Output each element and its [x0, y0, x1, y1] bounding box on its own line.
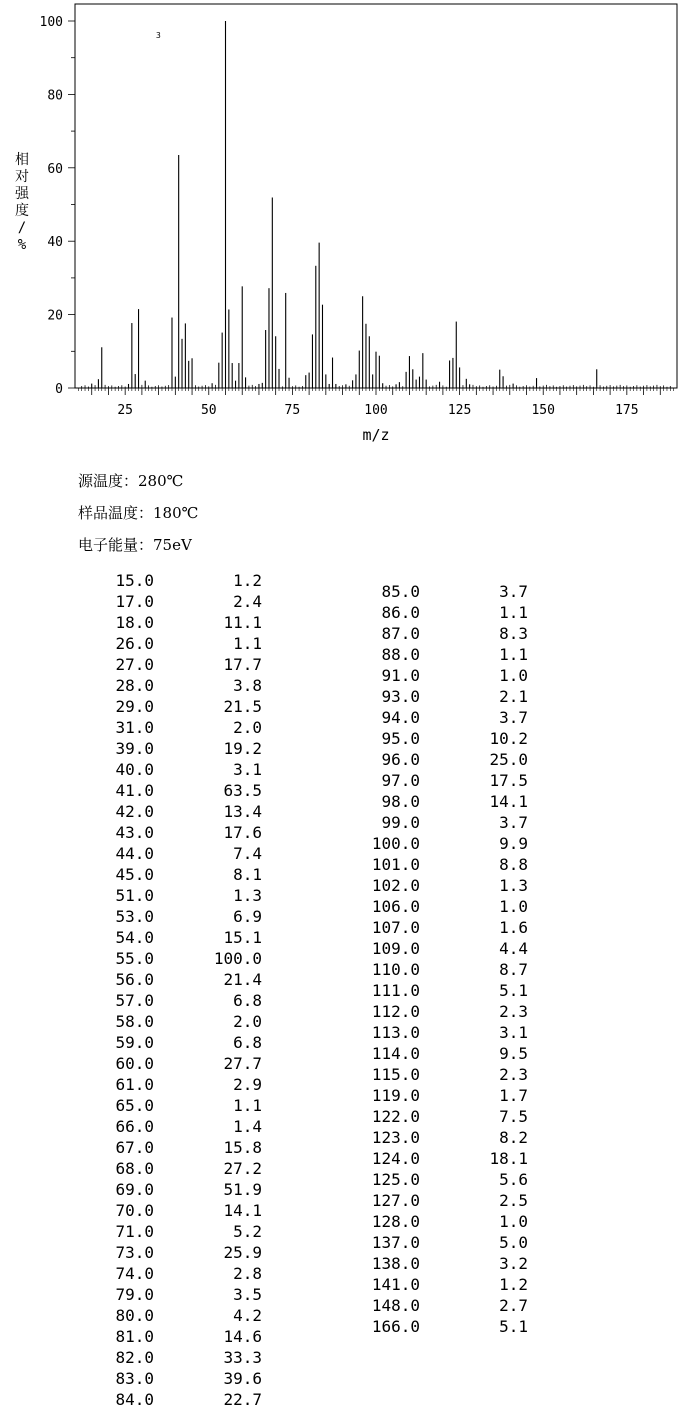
relative-intensity-value: 51.9: [223, 1180, 262, 1199]
plot-frame: [75, 4, 677, 388]
relative-intensity-value: 1.3: [233, 886, 262, 905]
y-axis-label-char: 对: [15, 169, 29, 185]
mz-value: 102.0: [371, 876, 420, 895]
relative-intensity-value: 5.2: [233, 1222, 262, 1241]
peak-table-left: [100, 571, 262, 1411]
relative-intensity-value: 1.1: [499, 603, 528, 622]
peak-table-row: [100, 592, 262, 613]
mz-value: 80.0: [115, 1306, 154, 1325]
mz-value: 101.0: [371, 855, 420, 874]
peak-table-row: [100, 1369, 262, 1390]
relative-intensity-value: 3.7: [499, 708, 528, 727]
mz-value: 71.0: [115, 1222, 154, 1241]
peak-table-row: [360, 1107, 528, 1128]
relative-intensity-value: 13.4: [223, 802, 262, 821]
peak-table-row: [360, 771, 528, 792]
relative-intensity-value: 9.5: [499, 1044, 528, 1063]
peak-table-row: [360, 981, 528, 1002]
mz-value: 43.0: [115, 823, 154, 842]
mz-value: 17.0: [115, 592, 154, 611]
x-tick-label: 100: [364, 403, 388, 418]
mz-value: 15.0: [115, 571, 154, 590]
mz-value: 74.0: [115, 1264, 154, 1283]
mz-value: 55.0: [115, 949, 154, 968]
mz-value: 26.0: [115, 634, 154, 653]
peak-table-row: [100, 802, 262, 823]
peak-table-row: [360, 1170, 528, 1191]
peak-table-row: [100, 907, 262, 928]
relative-intensity-value: 1.7: [499, 1086, 528, 1105]
mz-value: 124.0: [371, 1149, 420, 1168]
relative-intensity-value: 21.5: [223, 697, 262, 716]
mz-value: 98.0: [381, 792, 420, 811]
peak-marker: 3: [156, 31, 161, 40]
mz-value: 138.0: [371, 1254, 420, 1273]
peak-table-row: [360, 1023, 528, 1044]
x-tick-label: 50: [200, 403, 217, 418]
peak-table-row: [360, 603, 528, 624]
relative-intensity-value: 8.3: [499, 624, 528, 643]
mz-value: 86.0: [381, 603, 420, 622]
mz-value: 41.0: [115, 781, 154, 800]
relative-intensity-value: 3.7: [499, 582, 528, 601]
relative-intensity-value: 7.5: [499, 1107, 528, 1126]
mz-value: 96.0: [381, 750, 420, 769]
peak-table-row: [100, 886, 262, 907]
mz-value: 56.0: [115, 970, 154, 989]
peak-table-row: [360, 876, 528, 897]
peak-table-row: [100, 928, 262, 949]
relative-intensity-value: 2.8: [233, 1264, 262, 1283]
y-axis-label-char: 度: [15, 203, 29, 219]
peak-table-row: [360, 1296, 528, 1317]
relative-intensity-value: 11.1: [223, 613, 262, 632]
mz-value: 166.0: [371, 1317, 420, 1336]
relative-intensity-value: 1.1: [499, 645, 528, 664]
mz-value: 70.0: [115, 1201, 154, 1220]
relative-intensity-value: 1.4: [233, 1117, 262, 1136]
relative-intensity-value: 2.9: [233, 1075, 262, 1094]
electron-energy: [78, 534, 192, 555]
mz-value: 112.0: [371, 1002, 420, 1021]
peak-table-row: [100, 1306, 262, 1327]
relative-intensity-value: 5.1: [499, 981, 528, 1000]
relative-intensity-value: 2.1: [499, 687, 528, 706]
peak-table-row: [360, 1149, 528, 1170]
peak-table-row: [100, 1159, 262, 1180]
relative-intensity-value: 1.1: [233, 634, 262, 653]
peak-table-row: [360, 834, 528, 855]
relative-intensity-value: 19.2: [223, 739, 262, 758]
relative-intensity-value: 39.6: [223, 1369, 262, 1388]
relative-intensity-value: 14.1: [223, 1201, 262, 1220]
mz-value: 94.0: [381, 708, 420, 727]
mz-value: 31.0: [115, 718, 154, 737]
mz-value: 122.0: [371, 1107, 420, 1126]
mz-value: 84.0: [115, 1390, 154, 1409]
relative-intensity-value: 5.0: [499, 1233, 528, 1252]
relative-intensity-value: 3.2: [499, 1254, 528, 1273]
mz-value: 45.0: [115, 865, 154, 884]
peak-table-row: [100, 1138, 262, 1159]
peak-table-row: [100, 1201, 262, 1222]
peak-table-row: [360, 582, 528, 603]
peak-table-row: [360, 1086, 528, 1107]
peak-table-row: [360, 1044, 528, 1065]
peak-table-row: [100, 844, 262, 865]
mz-value: 81.0: [115, 1327, 154, 1346]
y-axis-ticks: [40, 15, 75, 397]
mz-value: 39.0: [115, 739, 154, 758]
sample-temperature-label: 样品温度：: [78, 504, 154, 522]
relative-intensity-value: 27.7: [223, 1054, 262, 1073]
peak-table-row: [360, 960, 528, 981]
peak-table-row: [100, 676, 262, 697]
mz-value: 42.0: [115, 802, 154, 821]
peak-table-row: [100, 739, 262, 760]
relative-intensity-value: 6.8: [233, 1033, 262, 1052]
mz-value: 18.0: [115, 613, 154, 632]
relative-intensity-value: 25.9: [223, 1243, 262, 1262]
relative-intensity-value: 10.2: [489, 729, 528, 748]
peak-table-row: [100, 1054, 262, 1075]
x-axis-label: m/z: [362, 426, 390, 444]
relative-intensity-value: 2.5: [499, 1191, 528, 1210]
mz-value: 97.0: [381, 771, 420, 790]
peak-table-row: [360, 1317, 528, 1338]
peak-table-row: [360, 1212, 528, 1233]
peak-table-row: [360, 666, 528, 687]
peak-table-row: [100, 970, 262, 991]
peak-table-row: [360, 750, 528, 771]
mz-value: 125.0: [371, 1170, 420, 1189]
peak-table-row: [360, 918, 528, 939]
peak-table-row: [360, 645, 528, 666]
y-tick-label: 80: [47, 88, 63, 104]
peak-table-row: [100, 991, 262, 1012]
peak-table-row: [100, 1096, 262, 1117]
peak-table-row: [360, 624, 528, 645]
mz-value: 111.0: [371, 981, 420, 1000]
mz-value: 54.0: [115, 928, 154, 947]
peak-table-row: [100, 781, 262, 802]
mz-value: 119.0: [371, 1086, 420, 1105]
peak-table-row: [360, 1128, 528, 1149]
mz-value: 67.0: [115, 1138, 154, 1157]
mz-value: 44.0: [115, 844, 154, 863]
relative-intensity-value: 3.7: [499, 813, 528, 832]
x-tick-label: 75: [284, 403, 301, 418]
y-axis-label-char: %: [17, 237, 27, 253]
relative-intensity-value: 22.7: [223, 1390, 262, 1409]
relative-intensity-value: 33.3: [223, 1348, 262, 1367]
mz-value: 95.0: [381, 729, 420, 748]
peak-table-row: [360, 1002, 528, 1023]
peak-table-row: [100, 865, 262, 886]
mz-value: 40.0: [115, 760, 154, 779]
mz-value: 68.0: [115, 1159, 154, 1178]
relative-intensity-value: 17.5: [489, 771, 528, 790]
peak-table-row: [100, 823, 262, 844]
peak-table-row: [360, 1191, 528, 1212]
peak-table-row: [100, 1222, 262, 1243]
mz-value: 115.0: [371, 1065, 420, 1084]
relative-intensity-value: 1.6: [499, 918, 528, 937]
mz-value: 127.0: [371, 1191, 420, 1210]
x-tick-label: 125: [447, 403, 472, 418]
peak-table-row: [100, 1285, 262, 1306]
relative-intensity-value: 2.3: [499, 1065, 528, 1084]
relative-intensity-value: 1.1: [233, 1096, 262, 1115]
relative-intensity-value: 5.6: [499, 1170, 528, 1189]
y-tick-label: 20: [47, 308, 63, 324]
mz-value: 69.0: [115, 1180, 154, 1199]
mz-value: 29.0: [115, 697, 154, 716]
x-tick-label: 150: [531, 403, 555, 418]
peak-table-row: [100, 634, 262, 655]
relative-intensity-value: 17.6: [223, 823, 262, 842]
x-tick-label: 175: [615, 403, 639, 418]
peak-table-row: [360, 729, 528, 750]
y-tick-label: 100: [39, 15, 63, 30]
peak-table-row: [360, 708, 528, 729]
mz-value: 66.0: [115, 1117, 154, 1136]
peak-table-row: [100, 1243, 262, 1264]
mz-value: 65.0: [115, 1096, 154, 1115]
mz-value: 28.0: [115, 676, 154, 695]
relative-intensity-value: 1.2: [233, 571, 262, 590]
mz-value: 27.0: [115, 655, 154, 674]
y-tick-label: 0: [55, 382, 63, 397]
relative-intensity-value: 100.0: [213, 949, 262, 968]
peak-table-row: [100, 1075, 262, 1096]
mz-value: 83.0: [115, 1369, 154, 1388]
sample-temperature-value: 180℃: [153, 504, 199, 522]
relative-intensity-value: 63.5: [223, 781, 262, 800]
mz-value: 128.0: [371, 1212, 420, 1231]
mass-spectrum-chart: [0, 0, 680, 450]
peak-table-row: [100, 1180, 262, 1201]
relative-intensity-value: 3.5: [233, 1285, 262, 1304]
mz-value: 148.0: [371, 1296, 420, 1315]
mz-value: 82.0: [115, 1348, 154, 1367]
mz-value: 73.0: [115, 1243, 154, 1262]
relative-intensity-value: 8.1: [233, 865, 262, 884]
peak-table-row: [360, 792, 528, 813]
mz-value: 114.0: [371, 1044, 420, 1063]
mz-value: 51.0: [115, 886, 154, 905]
relative-intensity-value: 6.9: [233, 907, 262, 926]
y-axis-label-char: /: [17, 220, 27, 236]
mz-value: 110.0: [371, 960, 420, 979]
peak-table-row: [360, 1065, 528, 1086]
relative-intensity-value: 14.6: [223, 1327, 262, 1346]
y-axis-label: [15, 151, 30, 253]
relative-intensity-value: 2.4: [233, 592, 262, 611]
peak-table-row: [360, 1275, 528, 1296]
relative-intensity-value: 6.8: [233, 991, 262, 1010]
y-tick-label: 60: [47, 161, 63, 177]
mz-value: 87.0: [381, 624, 420, 643]
peak-table-row: [360, 687, 528, 708]
relative-intensity-value: 1.0: [499, 666, 528, 685]
relative-intensity-value: 8.8: [499, 855, 528, 874]
peak-table-row: [100, 1348, 262, 1369]
electron-energy-value: 75eV: [153, 536, 192, 554]
relative-intensity-value: 2.0: [233, 1012, 262, 1031]
mz-value: 88.0: [381, 645, 420, 664]
relative-intensity-value: 17.7: [223, 655, 262, 674]
mz-value: 91.0: [381, 666, 420, 685]
relative-intensity-value: 15.1: [223, 928, 262, 947]
spectrum-bars: [82, 21, 671, 388]
relative-intensity-value: 1.0: [499, 1212, 528, 1231]
relative-intensity-value: 15.8: [223, 1138, 262, 1157]
peak-table-row: [100, 1012, 262, 1033]
relative-intensity-value: 5.1: [499, 1317, 528, 1336]
mz-value: 109.0: [371, 939, 420, 958]
relative-intensity-value: 9.9: [499, 834, 528, 853]
relative-intensity-value: 8.2: [499, 1128, 528, 1147]
peak-table-row: [360, 1254, 528, 1275]
source-temperature-value: 280℃: [138, 472, 184, 490]
peak-table-row: [100, 1390, 262, 1411]
peak-table-row: [100, 718, 262, 739]
relative-intensity-value: 2.3: [499, 1002, 528, 1021]
mz-value: 113.0: [371, 1023, 420, 1042]
relative-intensity-value: 3.1: [233, 760, 262, 779]
relative-intensity-value: 4.4: [499, 939, 528, 958]
relative-intensity-value: 1.0: [499, 897, 528, 916]
peak-table-right: [360, 582, 528, 1338]
mz-value: 107.0: [371, 918, 420, 937]
x-tick-label: 25: [117, 403, 133, 418]
mz-value: 106.0: [371, 897, 420, 916]
y-axis-label-char: 相: [15, 152, 29, 168]
peak-table-row: [100, 655, 262, 676]
mz-value: 85.0: [381, 582, 420, 601]
relative-intensity-value: 27.2: [223, 1159, 262, 1178]
mz-value: 59.0: [115, 1033, 154, 1052]
sample-temperature: [78, 502, 198, 523]
source-temperature: [78, 470, 183, 491]
mz-value: 99.0: [381, 813, 420, 832]
relative-intensity-value: 3.8: [233, 676, 262, 695]
relative-intensity-value: 8.7: [499, 960, 528, 979]
mz-value: 60.0: [115, 1054, 154, 1073]
peak-table-row: [360, 1233, 528, 1254]
mz-value: 137.0: [371, 1233, 420, 1252]
peak-table-row: [100, 571, 262, 592]
source-temperature-label: 源温度：: [78, 472, 139, 490]
relative-intensity-value: 1.3: [499, 876, 528, 895]
y-axis-label-char: 强: [15, 186, 29, 202]
y-tick-label: 40: [47, 235, 63, 251]
mz-value: 100.0: [371, 834, 420, 853]
relative-intensity-value: 2.0: [233, 718, 262, 737]
mz-value: 57.0: [115, 991, 154, 1010]
relative-intensity-value: 4.2: [233, 1306, 262, 1325]
peak-table-row: [100, 1327, 262, 1348]
mz-value: 58.0: [115, 1012, 154, 1031]
mz-value: 53.0: [115, 907, 154, 926]
relative-intensity-value: 7.4: [233, 844, 262, 863]
peak-table-row: [100, 697, 262, 718]
relative-intensity-value: 18.1: [489, 1149, 528, 1168]
peak-table-row: [100, 1117, 262, 1138]
x-axis-ticks: [92, 388, 661, 418]
relative-intensity-value: 14.1: [489, 792, 528, 811]
relative-intensity-value: 25.0: [489, 750, 528, 769]
peak-table-row: [360, 897, 528, 918]
relative-intensity-value: 1.2: [499, 1275, 528, 1294]
peak-table-row: [100, 1264, 262, 1285]
mz-value: 93.0: [381, 687, 420, 706]
mz-value: 79.0: [115, 1285, 154, 1304]
mz-value: 61.0: [115, 1075, 154, 1094]
peak-table-row: [100, 949, 262, 970]
peak-table-row: [100, 1033, 262, 1054]
peak-table-row: [360, 813, 528, 834]
peak-table-row: [360, 939, 528, 960]
relative-intensity-value: 2.7: [499, 1296, 528, 1315]
mz-value: 123.0: [371, 1128, 420, 1147]
mz-value: 141.0: [371, 1275, 420, 1294]
peak-table-row: [100, 613, 262, 634]
relative-intensity-value: 21.4: [223, 970, 262, 989]
relative-intensity-value: 3.1: [499, 1023, 528, 1042]
peak-table-row: [100, 760, 262, 781]
electron-energy-label: 电子能量：: [78, 536, 154, 554]
peak-table-row: [360, 855, 528, 876]
